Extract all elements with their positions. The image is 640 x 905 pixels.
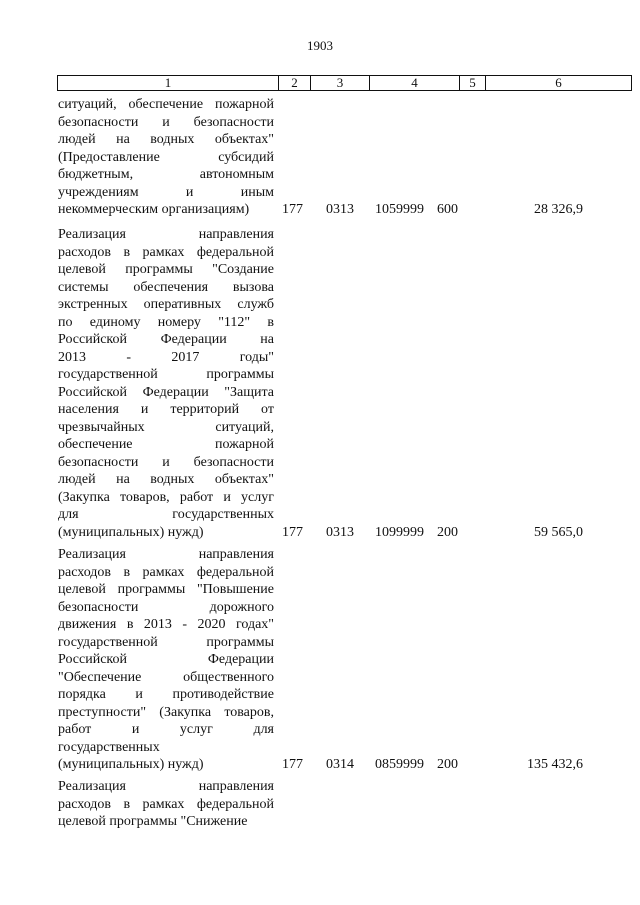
- description-line: по единому номеру "112" в: [58, 314, 274, 330]
- column-header-6: 6: [486, 76, 632, 91]
- row-rz: 0313: [326, 524, 354, 540]
- description-line: (Закупка товаров, работ и услуг: [58, 489, 274, 505]
- description-line: 2013 - 2017 годы": [58, 349, 274, 365]
- row-vr: 200: [437, 757, 458, 772]
- row-gr: 177: [282, 202, 303, 217]
- description-line: Реализация направления: [58, 547, 274, 562]
- description-line: Реализация направления: [58, 227, 274, 242]
- description-line: для государственных: [58, 507, 274, 522]
- description-line: Российской Федерации: [58, 652, 274, 667]
- description-line: расходов в рамках федеральной: [58, 244, 274, 260]
- row-cs: 0859999: [375, 757, 424, 772]
- description-line: государственных: [58, 739, 160, 755]
- row-cs: 1099999: [375, 524, 424, 540]
- description-line: преступности" (Закупка товаров,: [58, 704, 274, 720]
- description-line: системы обеспечения вызова: [58, 279, 274, 295]
- description-line: учреждениям и иным: [58, 184, 274, 200]
- row-sum: 135 432,6: [527, 757, 583, 772]
- description-line: бюджетным, автономным: [58, 167, 274, 182]
- page-number: 1903: [307, 38, 333, 53]
- column-header-4: 4: [370, 76, 460, 91]
- description-line: безопасности и безопасности: [58, 454, 274, 470]
- row-sum: 59 565,0: [534, 524, 583, 540]
- row-cs: 1059999: [375, 202, 424, 217]
- description-line: (муниципальных) нужд): [58, 757, 204, 772]
- row-gr: 177: [282, 524, 303, 540]
- description-line: целевой программы "Создание: [58, 262, 274, 277]
- row-description: [58, 778, 274, 831]
- description-line: "Обеспечение общественного: [58, 669, 274, 685]
- description-line: экстренных оперативных служб: [58, 297, 274, 312]
- description-line: Реализация направления: [58, 779, 274, 794]
- row-rz: 0313: [326, 202, 354, 217]
- description-line: государственной программы: [58, 367, 274, 382]
- description-line: безопасности дорожного: [58, 599, 274, 615]
- description-line: (муниципальных) нужд): [58, 524, 204, 540]
- description-line: некоммерческим организациям): [58, 202, 250, 217]
- description-line: работ и услуг для: [58, 722, 274, 737]
- description-line: (Предоставление субсидий: [58, 149, 274, 165]
- row-description: [58, 546, 274, 774]
- column-header-table: [57, 75, 632, 91]
- description-line: государственной программы: [58, 634, 274, 650]
- description-line: людей на водных объектах": [58, 472, 274, 487]
- description-line: людей на водных объектах": [58, 132, 274, 147]
- row-description: [58, 96, 274, 219]
- description-line: расходов в рамках федеральной: [58, 796, 274, 812]
- description-line: Российской Федерации "Защита: [58, 384, 274, 400]
- description-line: целевой программы "Снижение: [58, 814, 248, 829]
- description-line: порядка и противодействие: [58, 687, 274, 702]
- description-line: целевой программы "Повышение: [58, 582, 274, 597]
- description-line: ситуаций, обеспечение пожарной: [58, 97, 274, 112]
- description-line: движения в 2013 - 2020 годах": [58, 617, 274, 632]
- description-line: населения и территорий от: [58, 402, 274, 417]
- description-line: чрезвычайных ситуаций,: [58, 419, 274, 435]
- row-rz: 0314: [326, 757, 354, 772]
- description-line: обеспечение пожарной: [58, 437, 274, 452]
- row-vr: 600: [437, 202, 458, 217]
- row-description: [58, 226, 274, 541]
- description-line: безопасности и безопасности: [58, 114, 274, 130]
- row-gr: 177: [282, 757, 303, 772]
- description-line: Российской Федерации на: [58, 332, 274, 347]
- row-vr: 200: [437, 524, 458, 540]
- column-header-1: 1: [58, 76, 279, 91]
- column-header-2: 2: [279, 76, 311, 91]
- description-line: расходов в рамках федеральной: [58, 564, 274, 580]
- column-header-5: 5: [460, 76, 486, 91]
- row-sum: 28 326,9: [534, 202, 583, 217]
- column-header-row: [58, 76, 632, 91]
- column-header-3: 3: [311, 76, 370, 91]
